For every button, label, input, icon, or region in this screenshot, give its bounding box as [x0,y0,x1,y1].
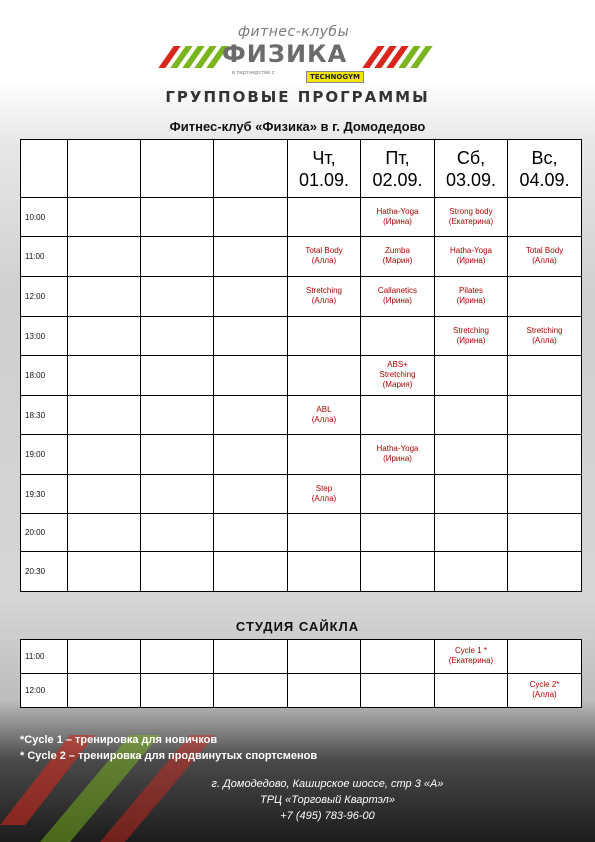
header-time-cell [21,140,68,198]
empty-cell [68,674,141,708]
class-cell-text: Callanetics (Ирина) [377,286,418,305]
brand-logo-text: ФИЗИКА [222,40,348,68]
time-label: 10:00 [25,212,46,222]
time-label: 19:00 [25,450,46,459]
header [0,0,595,118]
class-cell-text: Hatha-Yoga (Ирина) [376,444,419,463]
class-cell [361,237,435,277]
day-header-cell-text: Чт, 01.09. [298,147,350,190]
empty-cell [435,475,508,514]
technogym-logo: TECHNOGYM [306,71,364,83]
empty-cell [214,514,288,552]
empty-cell [141,552,214,592]
partner-text: в партнерстве с [232,70,275,76]
time-cell [21,435,68,475]
note-cycle-1: *Cycle 1 – тренировка для новичков [20,734,218,746]
class-cell [361,356,435,396]
empty-cell [361,640,435,674]
class-cell [508,237,582,277]
empty-cell [361,396,435,435]
empty-cell [68,317,141,356]
schedule-row [21,237,582,277]
empty-cell [214,475,288,514]
address-mall: ТРЦ «Торговый Квартэл» [260,794,395,806]
empty-cell [141,396,214,435]
empty-cell [288,435,361,475]
empty-cell [68,640,141,674]
empty-cell [361,317,435,356]
time-cell [21,317,68,356]
empty-cell [508,396,582,435]
cycle-class-cell-text: Cycle 1 * (Екатерина) [448,646,494,665]
day-header-cell [361,140,435,198]
class-cell-text: Strong body (Екатерина) [448,206,494,226]
empty-cell [288,356,361,396]
empty-cell [68,435,141,475]
time-cell [21,514,68,552]
empty-cell [68,552,141,592]
schedule-header-row [21,140,582,198]
club-address [0,776,595,824]
empty-cell [361,514,435,552]
time-label: 18:00 [25,371,46,380]
time-label: 19:30 [25,489,46,499]
schedule-row [21,356,582,396]
empty-cell [361,475,435,514]
day-header-cell [508,140,582,198]
empty-cell [214,198,288,237]
class-cell-text: Total Body (Алла) [525,246,564,265]
program-title: ГРУППОВЫЕ ПРОГРАММЫ [165,88,430,106]
empty-cell [68,356,141,396]
empty-cell [214,674,288,708]
empty-cell [68,396,141,435]
address-phone: +7 (495) 783-96-00 [280,810,375,822]
empty-cell [508,356,582,396]
schedule-row [21,396,582,435]
empty-cell [141,277,214,317]
empty-cell [141,640,214,674]
schedule-row [21,198,582,237]
empty-cell [141,674,214,708]
empty-cell [508,435,582,475]
time-cell [21,640,68,674]
empty-cell [141,435,214,475]
class-cell-text: Stretching (Ирина) [452,325,490,345]
day-header-cell-text: Сб, 03.09. [445,147,497,190]
time-label: 12:00 [25,686,46,695]
empty-cell [214,640,288,674]
cycle-schedule-table [20,639,582,708]
empty-cell [435,552,508,592]
schedule-row [21,475,582,514]
cycle-row [21,640,582,674]
note-cycle-2: * Cycle 2 – тренировка для продвинутых спортсменов [20,750,318,762]
empty-cell [141,237,214,277]
class-cell [435,237,508,277]
time-cell [21,198,68,237]
empty-cell [68,514,141,552]
empty-cell [214,356,288,396]
time-label: 18:30 [25,410,46,420]
time-label: 20:00 [25,528,46,537]
time-cell [21,237,68,277]
schedule-row [21,514,582,552]
empty-cell [141,356,214,396]
class-cell-text: ABS+ Stretching (Мария) [379,360,416,389]
time-cell [21,356,68,396]
cycle-row [21,674,582,708]
time-cell [21,674,68,708]
empty-cell [288,674,361,708]
empty-cell [508,640,582,674]
class-cell-text: ABL (Алла) [311,404,337,424]
empty-cell [214,317,288,356]
empty-cell [68,198,141,237]
cycle-class-cell [508,674,582,708]
empty-cell [288,198,361,237]
class-cell [508,317,582,356]
empty-cell [214,435,288,475]
class-cell [361,435,435,475]
time-cell [21,277,68,317]
club-title: Фитнес-клуб «Физика» в г. Домодедово [169,119,426,134]
schedule-row [21,552,582,592]
cycle-class-cell [435,640,508,674]
cycle-studio-title: СТУДИЯ САЙКЛА [235,619,360,634]
empty-cell [435,435,508,475]
class-cell-text: Zumba (Мария) [382,246,413,265]
class-cell [435,277,508,317]
empty-cell [214,552,288,592]
day-header-cell [68,140,141,198]
time-cell [21,396,68,435]
class-cell-text: Stretching (Алла) [305,286,343,305]
empty-cell [141,475,214,514]
class-cell-text: Hatha-Yoga (Ирина) [450,246,492,265]
empty-cell [435,396,508,435]
class-cell [435,317,508,356]
class-cell-text: Total Body (Алла) [305,246,343,265]
empty-cell [508,277,582,317]
time-label: 11:00 [25,652,45,661]
day-header-cell [214,140,288,198]
class-cell [435,198,508,237]
class-cell [361,198,435,237]
time-label: 13:00 [25,331,46,341]
empty-cell [508,198,582,237]
class-cell-text: Hatha-Yoga (Ирина) [376,206,419,226]
empty-cell [435,356,508,396]
empty-cell [68,277,141,317]
class-cell [288,475,361,514]
empty-cell [214,396,288,435]
empty-cell [508,514,582,552]
time-label: 20:30 [25,567,46,576]
empty-cell [141,317,214,356]
class-cell [361,277,435,317]
time-label: 11:00 [25,252,45,261]
schedule-row [21,277,582,317]
class-cell [288,396,361,435]
empty-cell [288,552,361,592]
empty-cell [288,317,361,356]
empty-cell [288,640,361,674]
day-header-cell-text: Пт, 02.09. [372,147,423,190]
schedule-row [21,317,582,356]
empty-cell [141,198,214,237]
empty-cell [68,475,141,514]
class-cell [288,277,361,317]
schedule-table [20,139,582,592]
empty-cell [508,552,582,592]
class-cell-text: Step (Алла) [311,483,337,503]
empty-cell [214,277,288,317]
class-cell-text: Stretching (Алла) [526,325,563,345]
time-label: 12:00 [25,292,46,301]
time-cell [21,475,68,514]
day-header-cell [288,140,361,198]
empty-cell [435,674,508,708]
class-cell-text: Pilates (Ирина) [456,286,486,305]
class-cell [288,237,361,277]
day-header-cell [435,140,508,198]
day-header-cell-text: Вс, 04.09. [519,147,570,190]
empty-cell [361,552,435,592]
cycle-notes [20,732,317,764]
day-header-cell [141,140,214,198]
schedule-row [21,435,582,475]
empty-cell [68,237,141,277]
empty-cell [214,237,288,277]
address-line: г. Домодедово, Каширское шоссе, стр 3 «А» [211,778,444,790]
empty-cell [508,475,582,514]
empty-cell [361,674,435,708]
empty-cell [288,514,361,552]
empty-cell [141,514,214,552]
empty-cell [435,514,508,552]
cycle-class-cell-text: Cycle 2* (Алла) [529,680,560,699]
time-cell [21,552,68,592]
brand-tagline: фитнес-клубы [238,24,350,40]
